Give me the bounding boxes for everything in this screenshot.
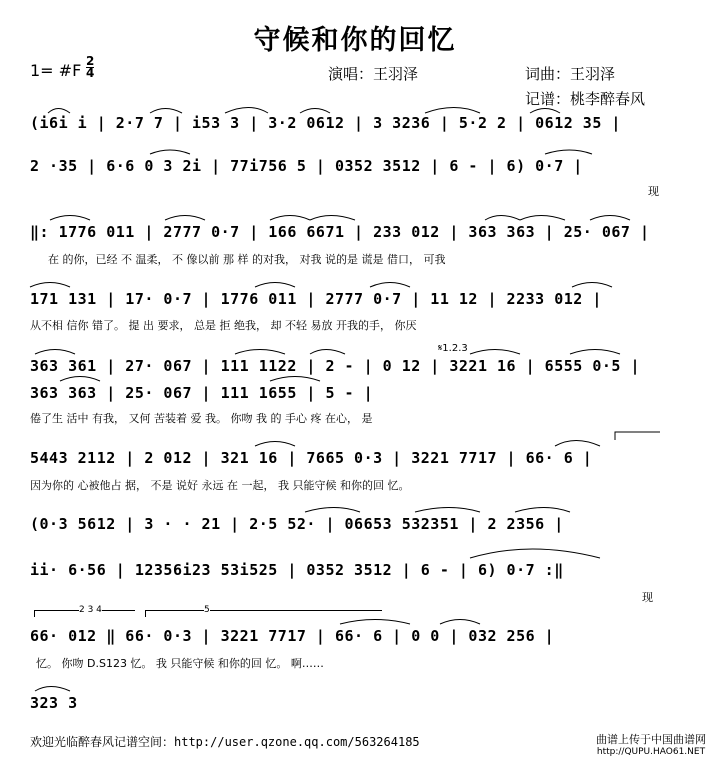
lyric-line-8: 现	[642, 591, 653, 604]
score-line-2: 2 ·35 | 6·6 0 3 2i | 77i756 5 | 0352 3512 | 6 - | 6) 0·7 |	[30, 157, 583, 175]
brand-url: http://QUPU.HAO61.NET	[596, 747, 706, 757]
time-sig-top: 2	[86, 54, 95, 68]
volta-2-label: 5	[204, 605, 210, 615]
lyric-line-5: 倦了生 活中 有我， 又何 苦装着 爱 我。 你吻 我 的 手心 疼 在心， 是	[30, 412, 373, 425]
lyric-line-2: 现	[648, 185, 659, 198]
lyric-line-3: 在 的你，已经 不 温柔， 不 像以前 那 样 的对我， 对我 说的是 谎是 借口， 可我	[48, 253, 446, 266]
lyric-line-6: 因为你的 心被他占 据， 不是 说好 永远 在 一起， 我 只能守候 和你的回 忆。	[30, 479, 410, 492]
site-brand	[596, 733, 706, 759]
score-line-3: ‖: 1776 011 | 2777 0·7 | 166 6671 | 233 012 | 363 363 | 25· 067 |	[30, 223, 650, 241]
lyric-line-9: 忆。 你吻 D.S123 忆。 我 只能守候 和你的回 忆。 啊……	[36, 657, 324, 670]
footer-note: 欢迎光临醉春风记谱空间：http://user.qzone.qq.com/563264185	[30, 735, 420, 749]
time-sig-bottom: 4	[86, 66, 95, 80]
score-line-9: 66· 012 ‖ 66· 0·3 | 3221 7717 | 66· 6 | 0 0 | 032 256 |	[30, 627, 555, 645]
brand-name: 曲谱上传于中国曲谱网	[596, 733, 706, 746]
score-line-1: (i6i i | 2·7 7 | i53 3 | 3·2 0612 | 3 3236 | 5·2 2 | 0612 35 |	[30, 114, 621, 132]
singer-credit: 演唱：王羽泽	[328, 65, 419, 83]
score-line-7: (0·3 5612 | 3 · · 21 | 2·5 52· | 06653 532351 | 2 2356 |	[30, 515, 564, 533]
score-line-5b: 363 363 | 25· 067 | 111 1655 | 5 - |	[30, 384, 374, 402]
transcriber-credit: 记谱：桃李醉春风	[525, 90, 646, 108]
score-line-6: 5443 2112 | 2 012 | 321 16 | 7665 0·3 | 3221 7717 | 66· 6 |	[30, 449, 593, 467]
key-signature: 1= #F	[30, 61, 82, 80]
score-line-4: 171 131 | 17· 0·7 | 1776 011 | 2777 0·7 | 11 12 | 2233 012 |	[30, 290, 602, 308]
composer-credit: 词曲：王羽泽	[525, 65, 616, 83]
score-line-10: 323 3	[30, 694, 78, 712]
lyric-line-4: 从不相 信你 错了。 提 出 要求， 总是 拒 绝我， 却 不轻 易放 开我的手， 你厌	[30, 319, 417, 332]
segno-volta-mark: 𝄋1.2.3	[438, 343, 468, 354]
volta-1-label: 2 3 4	[79, 605, 102, 615]
song-title: 守候和你的回忆	[253, 25, 457, 56]
score-line-8: ii· 6·56 | 12356i23 53i525 | 0352 3512 | 6 - | 6) 0·7 :‖	[30, 561, 564, 579]
score-line-5: 363 361 | 27· 067 | 111 1122 | 2 - | 0 12 | 3221 16 | 6555 0·5 |	[30, 357, 640, 375]
